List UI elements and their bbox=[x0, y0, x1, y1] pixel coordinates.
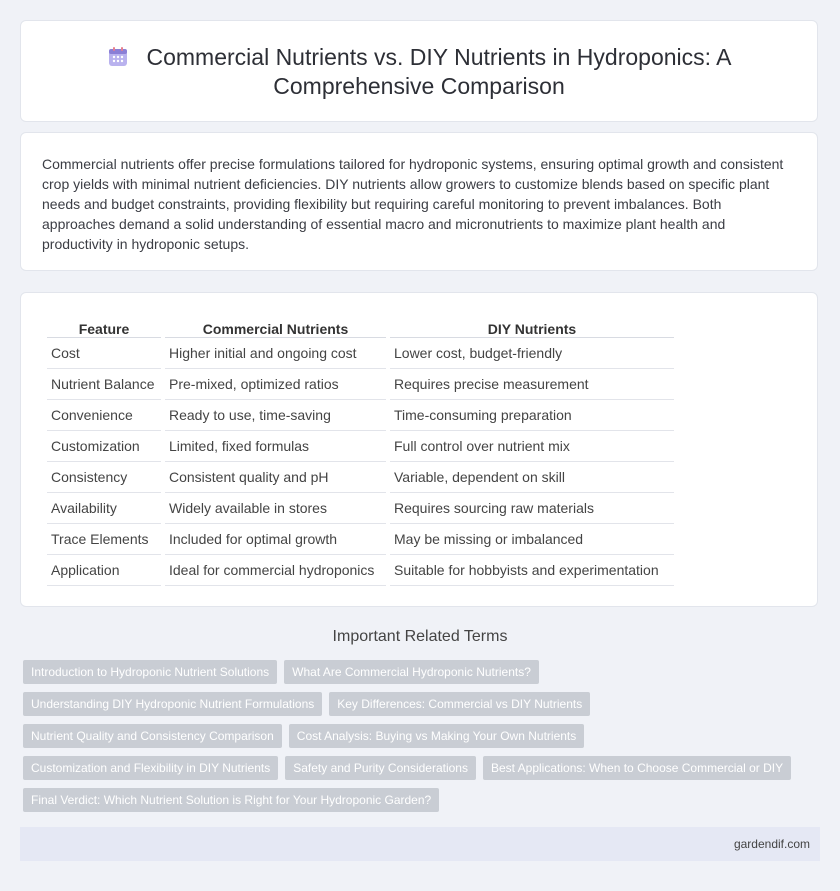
related-term-tag[interactable]: Safety and Purity Considerations bbox=[285, 756, 476, 780]
feature-cell: Customization bbox=[47, 431, 161, 462]
diy-cell: Lower cost, budget-friendly bbox=[390, 338, 674, 369]
footer-bar bbox=[20, 827, 820, 861]
table-row bbox=[47, 462, 674, 493]
diy-cell: Time-consuming preparation bbox=[390, 400, 674, 431]
page-title-text: Commercial Nutrients vs. DIY Nutrients in Hydroponics: A Comprehensive Comparison bbox=[146, 44, 732, 99]
commercial-cell: Widely available in stores bbox=[165, 493, 386, 524]
table-row bbox=[47, 400, 674, 431]
feature-cell: Cost bbox=[47, 338, 161, 369]
commercial-cell: Ideal for commercial hydroponics bbox=[165, 555, 386, 586]
related-term-tag[interactable]: Nutrient Quality and Consistency Comparison bbox=[23, 724, 282, 748]
related-term-tag[interactable]: Customization and Flexibility in DIY Nutrients bbox=[23, 756, 278, 780]
diy-cell: Full control over nutrient mix bbox=[390, 431, 674, 462]
table-row bbox=[47, 369, 674, 400]
table-row bbox=[47, 555, 674, 586]
related-term-tag[interactable]: Key Differences: Commercial vs DIY Nutrients bbox=[329, 692, 590, 716]
footer-site-link[interactable]: gardendif.com bbox=[733, 837, 810, 851]
header-commercial: Commercial Nutrients bbox=[165, 315, 386, 338]
related-terms-title: Important Related Terms bbox=[332, 628, 508, 645]
header-diy: DIY Nutrients bbox=[390, 315, 674, 338]
feature-cell: Nutrient Balance bbox=[47, 369, 161, 400]
diy-cell: Variable, dependent on skill bbox=[390, 462, 674, 493]
page-title bbox=[69, 43, 769, 101]
related-term-tag[interactable]: Cost Analysis: Buying vs Making Your Own Nutrients bbox=[289, 724, 584, 748]
table-row bbox=[47, 524, 674, 555]
table-row bbox=[47, 431, 674, 462]
intro-paragraph: Commercial nutrients offer precise formulations tailored for hydroponic systems, ensuring optimal growth and consistent crop yields with minimal nutrient deficiencies. DIY nutrients allow growers to customize blends based on specific plant needs and budget constraints, providing flexibility but requiring careful monitoring to prevent imbalances. Both approaches demand a solid understanding of essential macro and micronutrients to maximize plant health and productivity in hydroponic setups. bbox=[42, 156, 784, 252]
header-card bbox=[20, 20, 818, 122]
related-term-tag[interactable]: Final Verdict: Which Nutrient Solution is Right for Your Hydroponic Garden? bbox=[23, 788, 439, 812]
feature-cell: Convenience bbox=[47, 400, 161, 431]
diy-cell: Requires precise measurement bbox=[390, 369, 674, 400]
calendar-icon bbox=[107, 46, 129, 68]
feature-cell: Trace Elements bbox=[47, 524, 161, 555]
commercial-cell: Ready to use, time-saving bbox=[165, 400, 386, 431]
related-term-tag[interactable]: Understanding DIY Hydroponic Nutrient Formulations bbox=[23, 692, 322, 716]
feature-cell: Availability bbox=[47, 493, 161, 524]
related-terms-list bbox=[23, 660, 813, 812]
feature-cell: Consistency bbox=[47, 462, 161, 493]
feature-cell: Application bbox=[47, 555, 161, 586]
table-row bbox=[47, 493, 674, 524]
related-term-tag[interactable]: What Are Commercial Hydroponic Nutrients? bbox=[284, 660, 539, 684]
related-term-tag[interactable]: Introduction to Hydroponic Nutrient Solutions bbox=[23, 660, 277, 684]
commercial-cell: Pre-mixed, optimized ratios bbox=[165, 369, 386, 400]
commercial-cell: Limited, fixed formulas bbox=[165, 431, 386, 462]
diy-cell: Requires sourcing raw materials bbox=[390, 493, 674, 524]
comparison-table bbox=[43, 315, 678, 586]
table-row bbox=[47, 338, 674, 369]
commercial-cell: Consistent quality and pH bbox=[165, 462, 386, 493]
commercial-cell: Included for optimal growth bbox=[165, 524, 386, 555]
diy-cell: May be missing or imbalanced bbox=[390, 524, 674, 555]
intro-card bbox=[20, 132, 818, 271]
related-term-tag[interactable]: Best Applications: When to Choose Commercial or DIY bbox=[483, 756, 791, 780]
diy-cell: Suitable for hobbyists and experimentation bbox=[390, 555, 674, 586]
header-feature: Feature bbox=[47, 315, 161, 338]
commercial-cell: Higher initial and ongoing cost bbox=[165, 338, 386, 369]
table-header-row bbox=[47, 315, 674, 338]
comparison-card bbox=[20, 292, 818, 607]
